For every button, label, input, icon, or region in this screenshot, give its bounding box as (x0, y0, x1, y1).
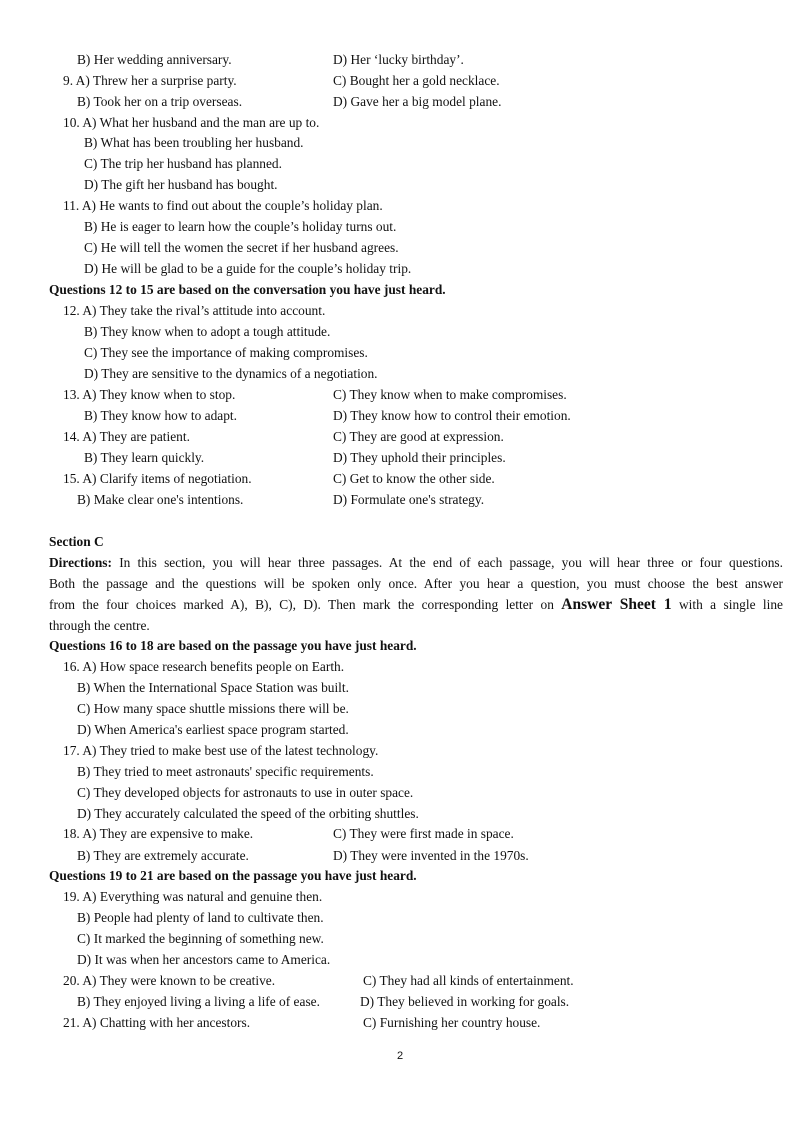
q16-option-a: 16. A) How space research benefits people on Earth. (63, 659, 345, 674)
q18-option-a: 18. A) They are expensive to make. (63, 826, 254, 841)
q18-option-b: B) They are extremely accurate. (77, 848, 249, 863)
q14-option-b: B) They learn quickly. (84, 450, 205, 465)
q12-option-c: C) They see the importance of making compromises. (84, 345, 368, 360)
q8-option-b: B) Her wedding anniversary. (77, 52, 232, 67)
q12-option-d: D) They are sensitive to the dynamics of a negotiation. (84, 366, 378, 381)
q13-option-a: 13. A) They know when to stop. (63, 387, 236, 402)
q16-option-b: B) When the International Space Station was built. (77, 680, 349, 695)
q13-option-c: C) They know when to make compromises. (333, 387, 567, 402)
directions-label: Directions: (49, 555, 112, 570)
section-c-title: Section C (49, 534, 104, 549)
q10-option-c: C) The trip her husband has planned. (84, 156, 282, 171)
q20-option-c: C) They had all kinds of entertainment. (363, 973, 574, 988)
q17-option-a: 17. A) They tried to make best use of the latest technology. (63, 743, 379, 758)
directions-text-3a: from the four choices marked A), B), C), D). Then mark the corresponding letter on (49, 597, 554, 612)
q11-option-b: B) He is eager to learn how the couple’s holiday turns out. (84, 219, 397, 234)
answer-sheet-label: Answer Sheet 1 (561, 596, 672, 613)
q9-option-c: C) Bought her a gold necklace. (333, 73, 500, 88)
q16-option-d: D) When America's earliest space program started. (77, 722, 349, 737)
q19-option-a: 19. A) Everything was natural and genuine then. (63, 889, 323, 904)
q9-option-d: D) Gave her a big model plane. (333, 94, 502, 109)
directions-text-1: In this section, you will hear three passages. At the end of each passage, you will hear three or four questions. (119, 555, 783, 570)
page-number: 2 (396, 1050, 404, 1062)
q11-option-a: 11. A) He wants to find out about the couple’s holiday plan. (63, 198, 383, 213)
q17-option-c: C) They developed objects for astronauts to use in outer space. (77, 785, 414, 800)
q10-option-b: B) What has been troubling her husband. (84, 135, 304, 150)
q19-option-b: B) People had plenty of land to cultivate then. (77, 910, 324, 925)
q20-option-b: B) They enjoyed living a living a life of ease. (77, 994, 320, 1009)
q15-option-d: D) Formulate one's strategy. (333, 492, 485, 507)
q8-option-d: D) Her ‘lucky birthday’. (333, 52, 464, 67)
q11-option-d: D) He will be glad to be a guide for the couple’s holiday trip. (84, 261, 412, 276)
q20-option-a: 20. A) They were known to be creative. (63, 973, 276, 988)
q12-option-b: B) They know when to adopt a tough attitude. (84, 324, 331, 339)
q21-option-a: 21. A) Chatting with her ancestors. (63, 1015, 251, 1030)
q14-option-c: C) They are good at expression. (333, 429, 504, 444)
heading-questions-12-15: Questions 12 to 15 are based on the conversation you have just heard. (49, 282, 446, 297)
q12-option-a: 12. A) They take the rival’s attitude into account. (63, 303, 326, 318)
q11-option-c: C) He will tell the women the secret if her husband agrees. (84, 240, 399, 255)
directions-line-3 (49, 597, 783, 613)
directions-line-2: Both the passage and the questions will be spoken only once. After you hear a question, you must choose the best answer (49, 576, 783, 591)
q14-option-a: 14. A) They are patient. (63, 429, 190, 444)
q19-option-d: D) It was when her ancestors came to America. (77, 952, 331, 967)
q17-option-b: B) They tried to meet astronauts' specific requirements. (77, 764, 374, 779)
q9-option-a: 9. A) Threw her a surprise party. (63, 73, 237, 88)
q15-option-b: B) Make clear one's intentions. (77, 492, 244, 507)
q13-option-b: B) They know how to adapt. (84, 408, 237, 423)
q10-option-d: D) The gift her husband has bought. (84, 177, 278, 192)
q10-option-a: 10. A) What her husband and the man are up to. (63, 115, 320, 130)
directions-text-3b: with a single line (678, 597, 783, 612)
directions-line-1 (49, 555, 783, 571)
heading-questions-16-18: Questions 16 to 18 are based on the passage you have just heard. (49, 638, 417, 653)
q20-option-d: D) They believed in working for goals. (360, 994, 570, 1009)
q13-option-d: D) They know how to control their emotion. (333, 408, 571, 423)
q15-option-a: 15. A) Clarify items of negotiation. (63, 471, 252, 486)
q9-option-b: B) Took her on a trip overseas. (77, 94, 243, 109)
q18-option-d: D) They were invented in the 1970s. (333, 848, 529, 863)
q14-option-d: D) They uphold their principles. (333, 450, 506, 465)
directions-line-4: through the centre. (49, 618, 150, 633)
q21-option-c: C) Furnishing her country house. (363, 1015, 541, 1030)
q18-option-c: C) They were first made in space. (333, 826, 514, 841)
q15-option-c: C) Get to know the other side. (333, 471, 495, 486)
q16-option-c: C) How many space shuttle missions there will be. (77, 701, 349, 716)
q19-option-c: C) It marked the beginning of something new. (77, 931, 324, 946)
q17-option-d: D) They accurately calculated the speed of the orbiting shuttles. (77, 806, 419, 821)
heading-questions-19-21: Questions 19 to 21 are based on the passage you have just heard. (49, 868, 417, 883)
